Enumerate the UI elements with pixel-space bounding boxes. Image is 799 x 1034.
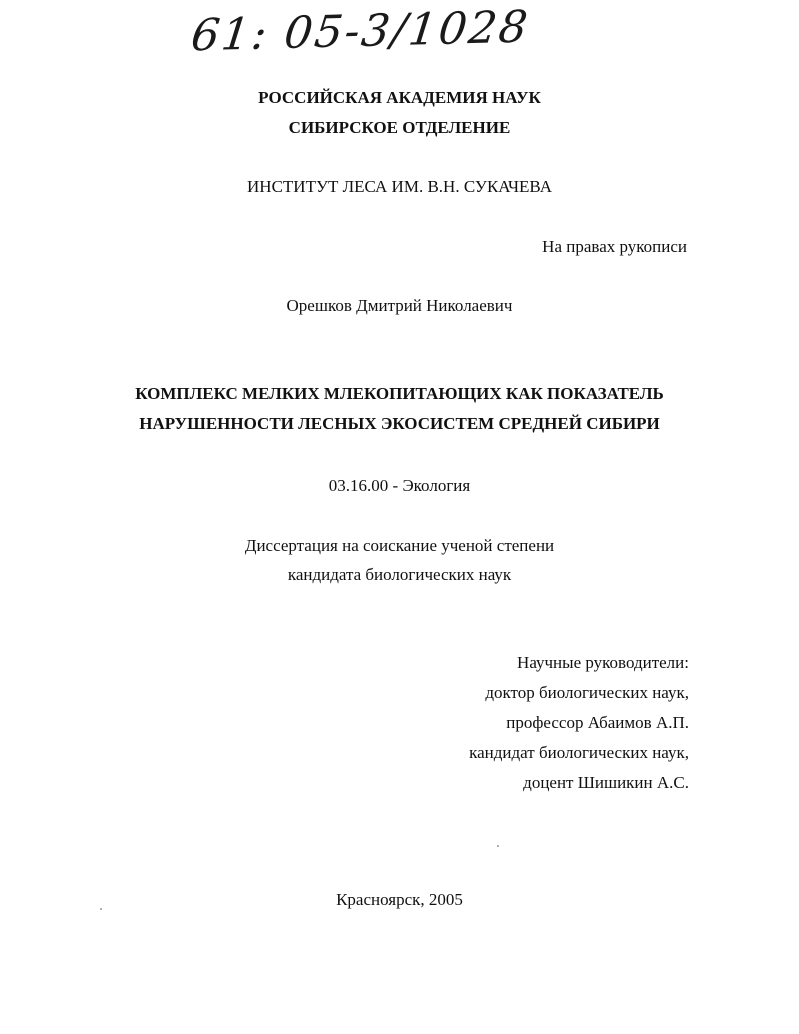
handwritten-archive-code: 61: 05-3/1028	[188, 1, 532, 62]
academy-name: РОССИЙСКАЯ АКАДЕМИЯ НАУК	[258, 88, 541, 107]
rights-note: На правах рукописи	[542, 237, 687, 256]
advisor-2-name: доцент Шишикин А.С.	[523, 773, 689, 792]
degree-line-1: Диссертация на соискание ученой степени	[244, 536, 555, 555]
specialty-code: 03.16.00 - Экология	[328, 476, 471, 495]
author-name: Орешков Дмитрий Николаевич	[286, 296, 513, 315]
advisor-1-name: профессор Абаимов А.П.	[506, 713, 689, 732]
degree-line-2: кандидата биологических наук	[287, 565, 512, 584]
institute-name: ИНСТИТУТ ЛЕСА ИМ. В.Н. СУКАЧЕВА	[247, 177, 552, 196]
scan-speck	[497, 845, 499, 847]
advisors-heading: Научные руководители:	[517, 653, 689, 672]
branch-name: СИБИРСКОЕ ОТДЕЛЕНИЕ	[288, 118, 511, 137]
advisor-2-degree: кандидат биологических наук,	[469, 743, 689, 762]
place-and-year: Красноярск, 2005	[336, 890, 463, 909]
dissertation-title-line-1: КОМПЛЕКС МЕЛКИХ МЛЕКОПИТАЮЩИХ КАК ПОКАЗАТЕЛЬ	[135, 384, 664, 403]
advisor-1-degree: доктор биологических наук,	[485, 683, 689, 702]
dissertation-title-line-2: НАРУШЕННОСТИ ЛЕСНЫХ ЭКОСИСТЕМ СРЕДНЕЙ СИБИРИ	[139, 414, 660, 433]
